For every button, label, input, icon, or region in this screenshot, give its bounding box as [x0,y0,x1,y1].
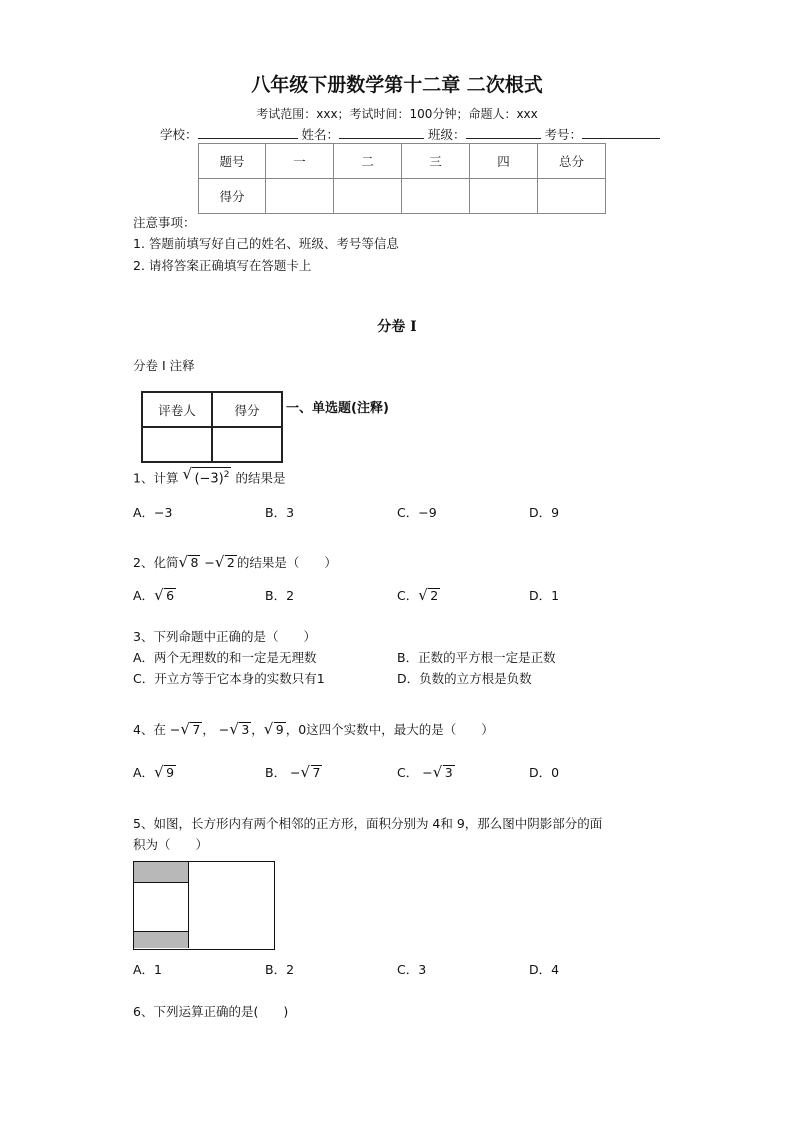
id-label: 考号： [544,127,583,142]
q5-option-c[interactable]: C．3 [397,962,427,977]
q2-minus: − [204,555,215,570]
option-label: C． [397,588,419,603]
q1-option-b[interactable]: B．3 [265,505,295,520]
square-left [134,862,189,948]
score-header-cell: 一 [266,144,334,179]
sqrt-symbol [216,555,237,570]
q1-text: 1、计算 [133,470,179,486]
name-blank[interactable] [339,126,424,139]
section-title: 分卷 I [377,319,417,335]
score-cell[interactable] [334,179,402,214]
sqrt-symbol [181,722,202,737]
sqrt-symbol [419,588,440,603]
option-label: C． − [397,765,433,780]
id-blank[interactable] [582,126,660,139]
score-cell[interactable] [402,179,470,214]
q3-option-d[interactable]: D．负数的立方根是负数 [397,671,532,686]
score-header-cell: 二 [334,144,402,179]
q2-radicand: 2 [226,555,235,570]
q1-exponent: 2 [223,470,230,480]
notice-item: 1. 答题前填写好自己的姓名、班级、考号等信息 [133,236,399,251]
q5-option-a[interactable]: A．1 [133,962,163,977]
grader-header: 评卷人 [142,392,212,427]
q2-option-d[interactable]: D．1 [529,588,560,603]
sqrt-symbol [155,765,176,780]
table-row [199,144,606,179]
grader-header: 得分 [212,392,282,427]
sqrt-symbol [155,588,176,603]
q2-option-a[interactable] [133,586,176,604]
notice-item: 2. 请将答案正确填写在答题卡上 [133,258,312,273]
q1-option-d[interactable]: D．9 [529,505,560,520]
q2-text: 的结果是（ ） [236,555,337,570]
class-blank[interactable] [466,126,541,139]
q3-option-a[interactable]: A．两个无理数的和一定是无理数 [133,650,317,665]
q4-text: ，0这四个实数中，最大的是（ ） [285,722,494,737]
option-label: A． [133,588,155,603]
sqrt-symbol [265,722,286,737]
option-label: A． [133,765,155,780]
q2-text: 2、化简 [133,555,179,570]
option-radicand: 2 [430,588,439,603]
score-table [198,143,606,214]
q4-option-d[interactable]: D．0 [529,765,560,780]
q1-option-a[interactable]: A．−3 [133,505,173,520]
q1-text: 的结果是 [235,470,286,486]
q2-option-c[interactable] [397,586,440,604]
rectangle-figure [133,861,275,950]
question-5-stem-cont: 积为（ ） [133,837,209,852]
score-cell[interactable] [470,179,538,214]
question-5-stem: 5、如图，长方形内有两个相邻的正方形，面积分别为 4和 9，那么图中阴影部分的面 [133,816,603,831]
part-title: 一、单选题(注释) [286,401,389,416]
score-cell[interactable] [538,179,606,214]
q5-option-b[interactable]: B．2 [265,962,295,977]
q4-text: ， − [202,722,230,737]
score-header-cell: 题号 [199,144,266,179]
q4-option-b[interactable] [265,763,322,781]
sqrt-symbol [302,765,323,780]
grader-cell[interactable] [212,427,282,462]
sqrt-symbol [230,722,251,737]
q1-radicand: (−3) [194,471,224,487]
school-label: 学校： [160,127,198,142]
q4-radicand: 9 [275,722,284,737]
q4-radicand: 7 [192,722,201,737]
option-radicand: 9 [166,765,175,780]
q2-option-b[interactable]: B．2 [265,588,295,603]
q3-option-b[interactable]: B．正数的平方根一定是正数 [397,650,556,665]
option-radicand: 6 [166,588,175,603]
score-header-cell: 四 [470,144,538,179]
option-label: B． − [265,765,301,780]
shaded-region-top [134,862,188,883]
score-cell[interactable] [266,179,334,214]
q4-text: 4、在 − [133,722,181,737]
q1-option-c[interactable]: C．−9 [397,505,437,520]
question-4-stem [133,720,494,738]
table-row [199,179,606,214]
sqrt-symbol [183,467,231,486]
option-radicand: 3 [444,765,453,780]
q5-option-d[interactable]: D．4 [529,962,560,977]
q4-option-c[interactable] [397,763,455,781]
option-radicand: 7 [312,765,321,780]
q4-radicand: 3 [241,722,250,737]
exam-title: 八年级下册数学第十二章 二次根式 [251,74,543,96]
table-row [142,392,282,427]
sqrt-symbol [434,765,455,780]
question-2-stem [133,553,337,571]
notice-heading: 注意事项： [133,215,196,230]
question-3-stem: 3、下列命题中正确的是（ ） [133,629,316,644]
question-1-stem [133,467,285,486]
q2-radicand: 8 [190,555,199,570]
sqrt-symbol [179,555,200,570]
student-info-line [160,125,660,143]
shaded-region-bottom [134,931,188,948]
section-note: 分卷 I 注释 [133,358,195,373]
question-6-stem: 6、下列运算正确的是( ) [133,1004,289,1019]
score-header-cell: 三 [402,144,470,179]
q4-option-a[interactable] [133,763,176,781]
q4-text: ， [251,722,264,737]
exam-subtitle: 考试范围：xxx；考试时间：100分钟；命题人：xxx [256,107,538,121]
q3-option-c[interactable]: C．开立方等于它本身的实数只有1 [133,671,325,686]
score-row-label: 得分 [199,179,266,214]
grader-cell[interactable] [142,427,212,462]
school-blank[interactable] [198,126,298,139]
name-label: 姓名： [301,127,340,142]
class-label: 班级： [428,127,466,142]
grader-table [141,391,283,463]
table-row [142,427,282,462]
score-header-cell: 总分 [538,144,606,179]
